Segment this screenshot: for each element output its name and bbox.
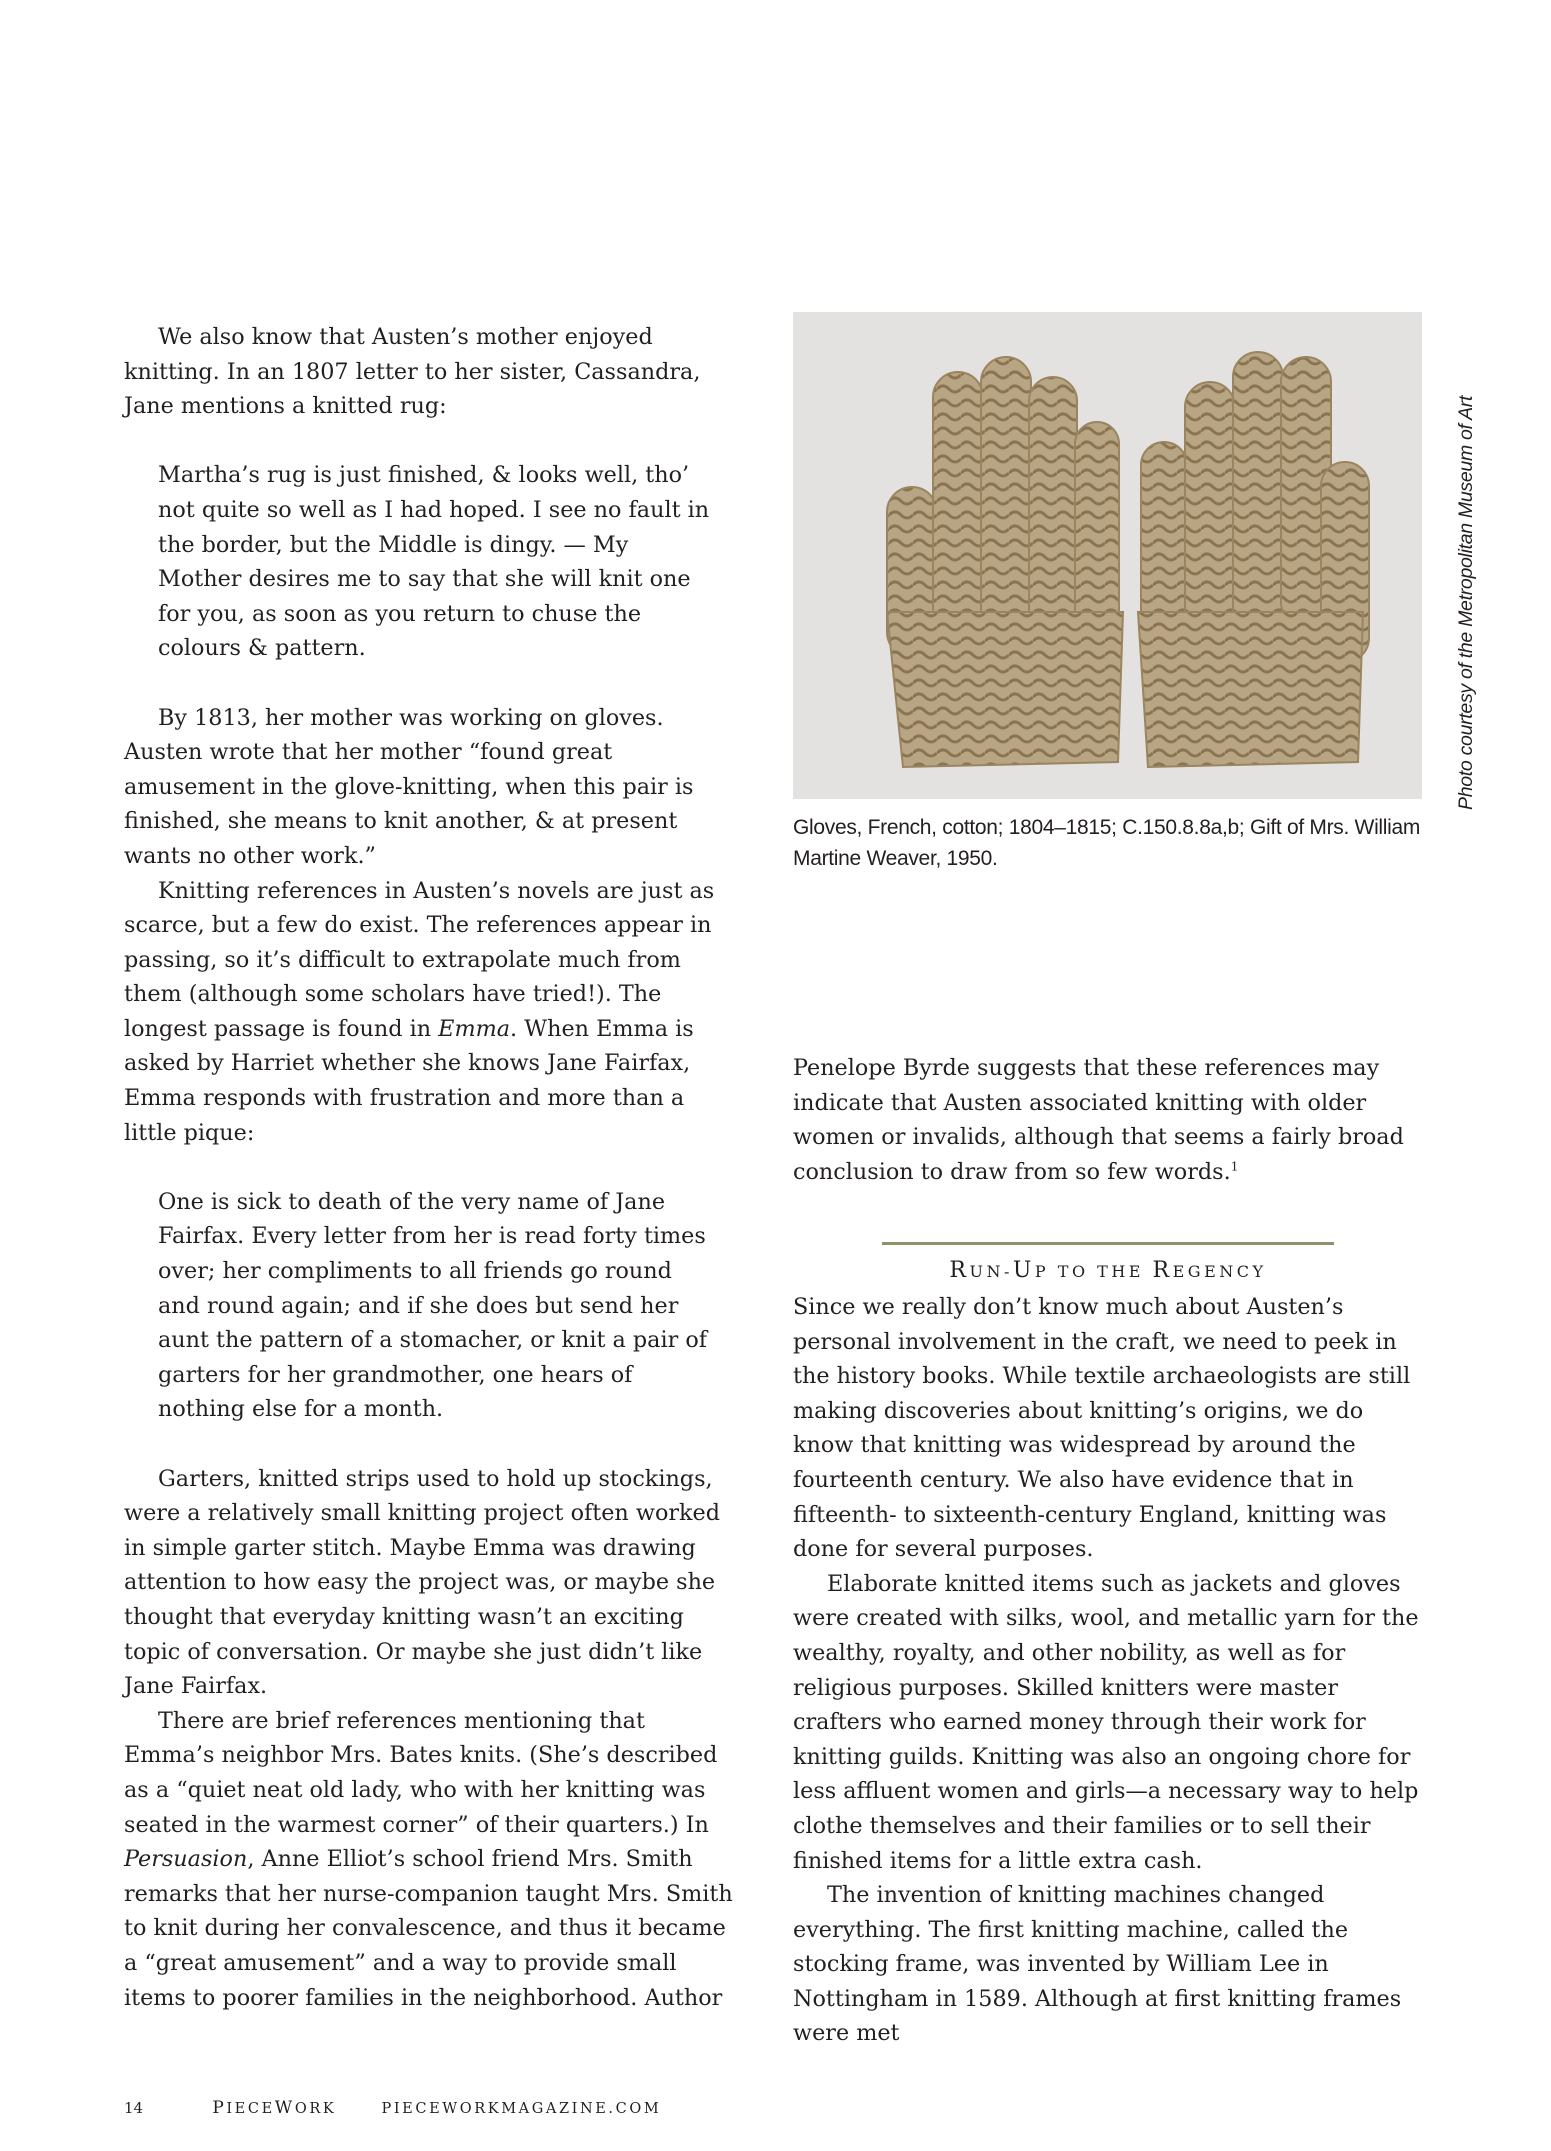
paragraph [124,1704,739,2015]
photo-credit: Photo courtesy of the Metropolitan Museum of Art [1455,395,1477,810]
website-link[interactable]: PIECEWORKMAGAZINE.COM [381,2101,662,2117]
gloves-photo [793,312,1422,799]
paragraph: The invention of knitting machines changed everything. The first knitting machine, called the stocking frame, was invented by William Lee in Nottingham in 1589. Although at first knitting frames were met [793,1882,1402,2047]
paragraph [124,874,739,1151]
book-title: Emma [438,1015,511,1042]
section-heading: RUN-UP TO THE REGENCY [949,1258,1267,1283]
right-glove [1138,352,1369,767]
footnote-marker: 1 [1230,1159,1239,1174]
page-number: 14 [124,2099,144,2117]
text-run: There are brief references mentioning that Emma’s neighbor Mrs. Bates knits. (She’s described as a “quiet neat old lady, who with her knitting was seated in the warmest corner” of their quarters.) In [124,1707,718,1838]
block-quote: One is sick to death of the very name of Jane Fairfax. Every letter from her is read forty times over; her compliments to all friends go round and round again; and if she does but send her aunt the pattern of a stomacher, or knit a pair of garters for her grandmother, one hears of nothing else for a month. [158,1188,708,1423]
left-column [124,320,739,2015]
photo-caption: Gloves, French, cotton; 1804–1815; C.150.8.8a,b; Gift of Mrs. William Martine Weaver, 1950. [793,816,1421,870]
text-run: Penelope Byrde suggests that these references may indicate that Austen associated knitting with older women or invalids, although that seems a fairly broad conclusion to draw from so few words. [793,1055,1404,1185]
paragraph: We also know that Austen’s mother enjoyed knitting. In an 1807 letter to her sister, Cassandra, Jane mentions a knitted rug: [124,324,701,420]
block-quote: Martha’s rug is just finished, & looks well, tho’ not quite so well as I had hoped. I see no fault in the border, but the Middle is dingy. — My Mother desires me to say that she will knit one for you, as soon as you return to chuse the colours & pattern. [158,462,710,662]
gloves-illustration [793,312,1422,799]
right-column-top [793,1051,1423,1189]
paragraph: Since we really don’t know much about Austen’s personal involvement in the craft, we need to peek in the history books. While textile archaeologists are still making discoveries about knitting’s origins, we do know that knitting was widespread by around the fourteenth century. We also have evidence that in fifteenth- to sixteenth-century England, knitting was done for several purposes. [793,1294,1411,1563]
paragraph [793,1051,1423,1189]
left-glove [887,357,1123,767]
section-divider [882,1242,1334,1245]
paragraph: Garters, knitted strips used to hold up stockings, were a relatively small knitting project often worked in simple garter stitch. Maybe Emma was drawing attention to how easy the project was, or maybe she thought that everyday knitting wasn’t an exciting topic of conversation. Or maybe she just didn’t like Jane Fairfax. [124,1465,721,1700]
paragraph: Elaborate knitted items such as jackets and gloves were created with silks, wool, and metallic yarn for the wealthy, royalty, and other nobility, as well as for religious purposes. Skilled knitters were master crafters who earned money through their work for knitting guilds. Knitting was also an ongoing chore for less affluent women and girls—a necessary way to help clothe themselves and their families or to sell their finished items for a little extra cash. [793,1570,1419,1874]
text-run: , Anne Elliot’s school friend Mrs. Smith remarks that her nurse-companion taught Mrs. Smith to knit during her convalescence, and thus it became a “great amusement” and a way to provide small items to poorer families in the neighborhood. Author [124,1846,733,2011]
publication-name: PIECEWORK [212,2098,337,2118]
paragraph: By 1813, her mother was working on gloves. Austen wrote that her mother “found great amusement in the glove-knitting, when this pair is finished, she means to knit another, & at present wants no other work.” [124,704,694,869]
right-column-bottom [793,1290,1423,2051]
text-run: . When Emma is asked by Harriet whether she knows Jane Fairfax, Emma responds with frustration and more than a little pique: [124,1015,694,1146]
page-footer [124,2098,699,2118]
text-run: Knitting references in Austen’s novels are just as scarce, but a few do exist. The references appear in passing, so it’s difficult to extrapolate much from them (although some scholars have tried!). The longest passage is found in [124,877,715,1042]
book-title: Persuasion [124,1846,248,1873]
